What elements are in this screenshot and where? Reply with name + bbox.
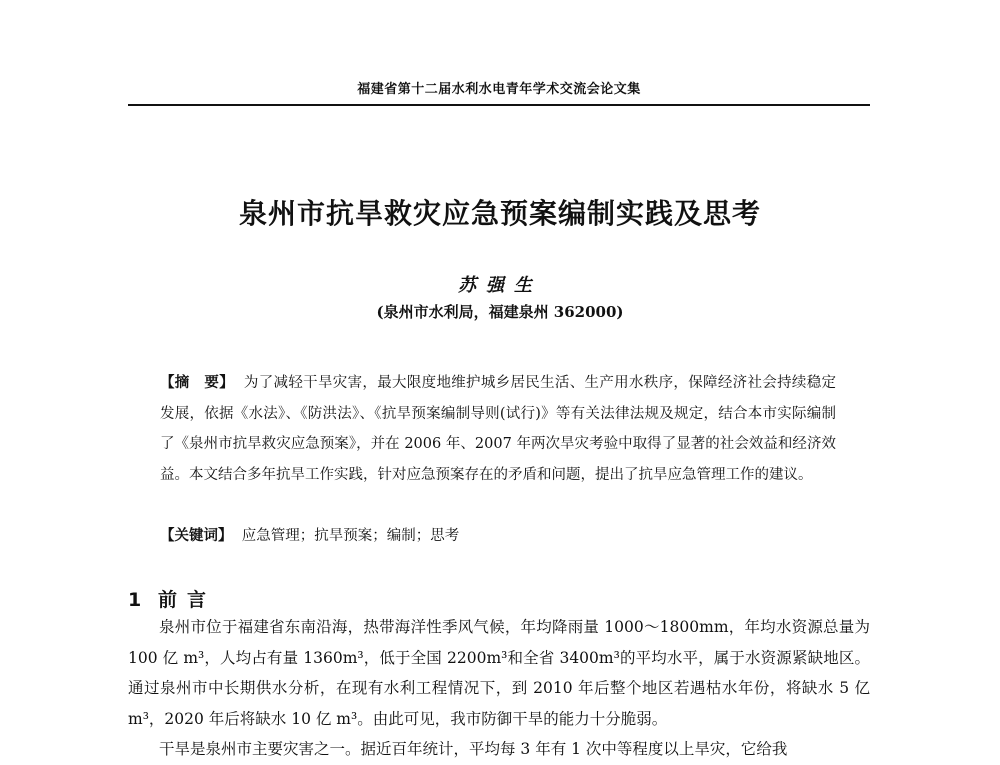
paper-title: 泉州市抗旱救灾应急预案编制实践及思考 xyxy=(238,197,761,230)
section-heading xyxy=(128,587,216,613)
section-title: 前言 xyxy=(158,589,217,611)
running-head: 福建省第十二届水利水电青年学术交流会论文集 xyxy=(357,82,641,97)
abstract xyxy=(160,368,836,490)
keywords-label: 【关键词】 xyxy=(160,527,233,544)
keywords xyxy=(160,524,836,548)
header-rule xyxy=(128,104,870,106)
author-affiliation: (泉州市水利局，福建泉州 362000) xyxy=(376,303,624,321)
section-number: 1 xyxy=(128,589,142,611)
keywords-text: 应急管理；抗旱预案；编制；思考 xyxy=(241,528,460,544)
abstract-text: 为了减轻干旱灾害，最大限度地维护城乡居民生活、生产用水秩序，保障经济社会持续稳定发展，依据《水法》、《防洪法》、《抗旱预案编制导则(试行)》等有关法律法规及规定，结合本市实际编制了《泉州市抗旱救灾应急预案》，并在 2006 年、2007 年两次旱灾考验中取得了显著的社会效益和经济效益。本文结合多年抗旱工作实践，针对应急预案存在的矛盾和问题，提出了抗旱应急管理工作的建议。 xyxy=(160,375,837,483)
paragraph: 泉州市位于福建省东南沿海，热带海洋性季风气候，年均降雨量 1000～1800mm，年均水资源总量为 100 亿 m³，人均占有量 1360m³，低于全国 2200m³和全省 3400m³的平均水平，属于水资源紧缺地区。通过泉州市中长期供水分析，在现有水利工程情况下，到 2010 年后整个地区若遇枯水年份，将缺水 5 亿 m³，2020 年后将缺水 10 亿 m³。由此可见，我市防御干旱的能力十分脆弱。 xyxy=(128,618,870,728)
abstract-label: 【摘 要】 xyxy=(160,374,235,391)
section-body xyxy=(128,612,870,765)
paragraph: 干旱是泉州市主要灾害之一。据近百年统计，平均每 3 年有 1 次中等程度以上旱灾，它给我 xyxy=(159,740,788,758)
author-name: 苏强生 xyxy=(458,275,542,296)
